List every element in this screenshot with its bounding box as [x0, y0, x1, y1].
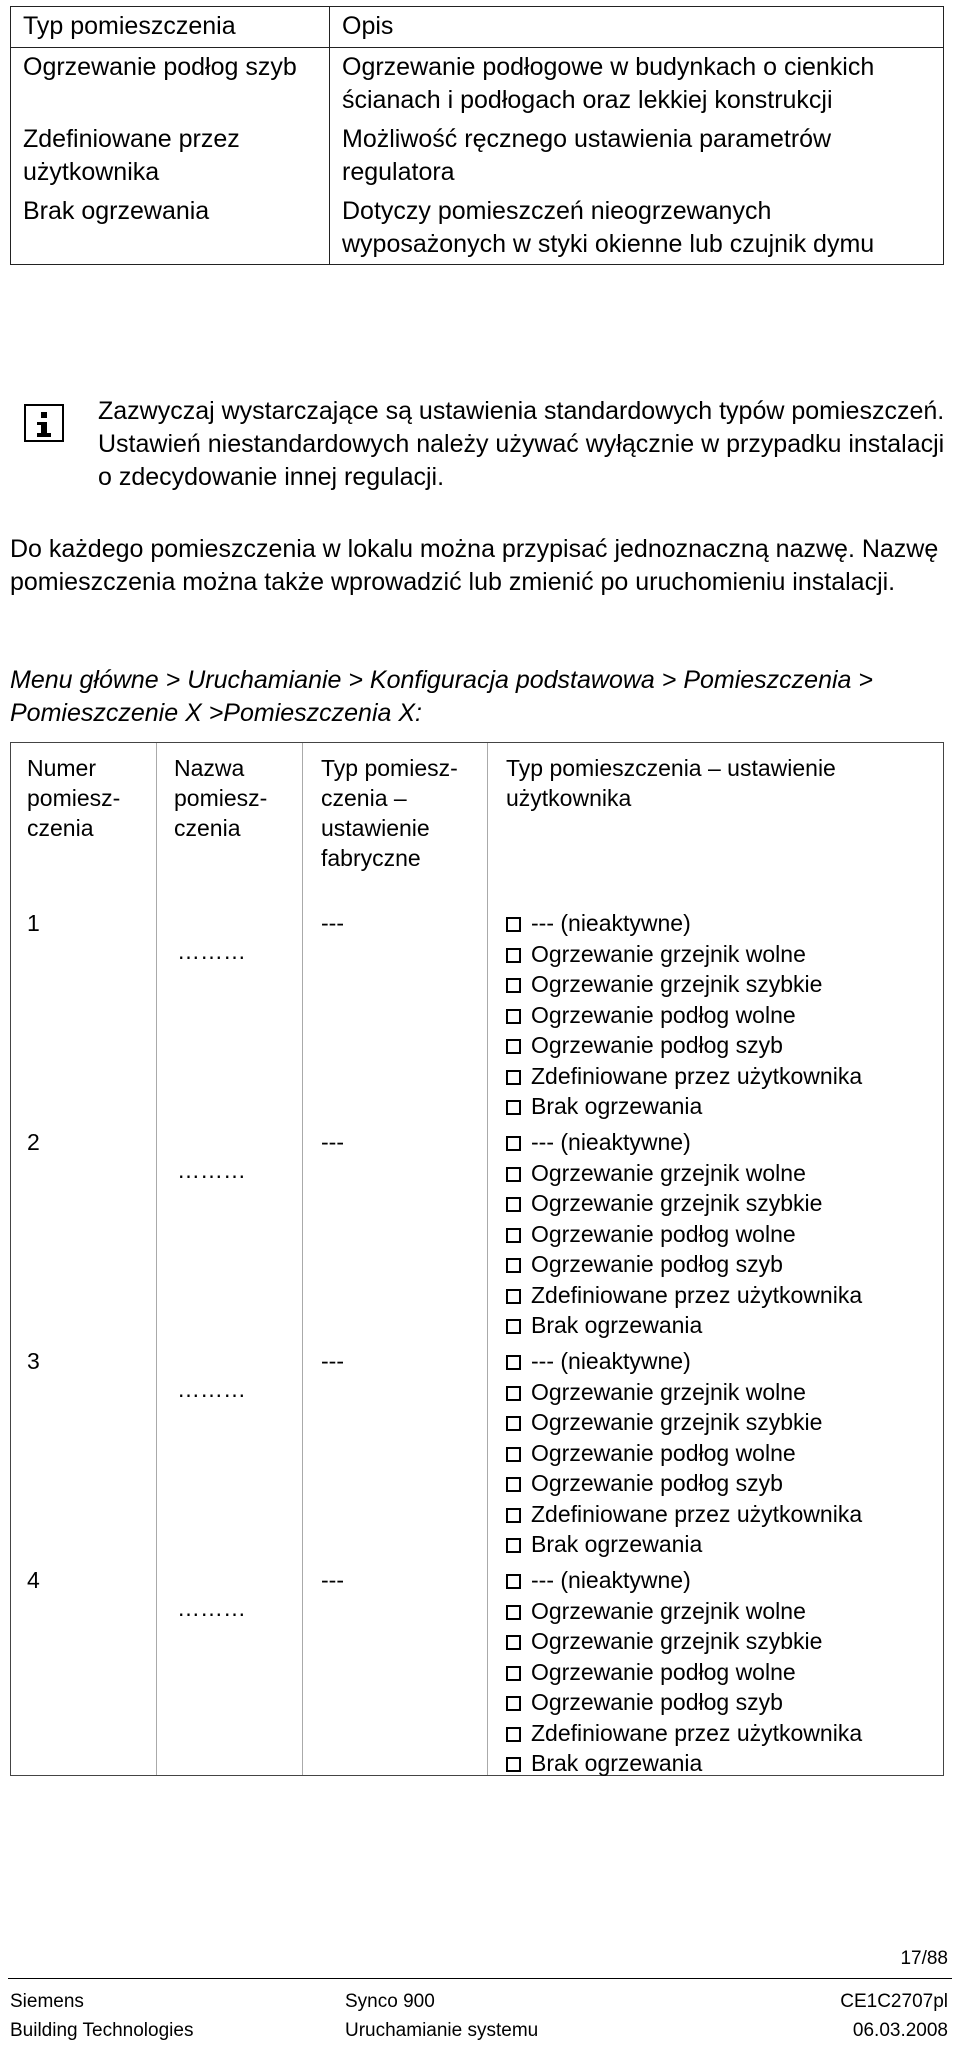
checkbox-icon[interactable] [506, 917, 521, 932]
room-type-option[interactable] [506, 1687, 862, 1718]
room-number: 2 [27, 1129, 40, 1155]
room-type-option[interactable] [506, 1280, 862, 1311]
room-type-options [506, 908, 862, 1122]
checkbox-icon[interactable] [506, 1727, 521, 1742]
room-type-option[interactable] [506, 969, 862, 1000]
room-type-options [506, 1565, 862, 1779]
column-divider [487, 743, 488, 1775]
checkbox-icon[interactable] [506, 1605, 521, 1620]
room-type-name: Ogrzewanie podłog szyb [11, 48, 330, 121]
checkbox-icon[interactable] [506, 1666, 521, 1681]
footer-product: Synco 900 [345, 1991, 435, 2012]
room-type-option-label: Brak ogrzewania [531, 1093, 703, 1119]
checkbox-icon[interactable] [506, 1009, 521, 1024]
room-type-option[interactable] [506, 1377, 862, 1408]
room-type-option-label: Ogrzewanie podłog szyb [531, 1689, 783, 1715]
factory-room-type: --- [321, 910, 344, 936]
room-type-option-label: Ogrzewanie podłog wolne [531, 1001, 796, 1028]
room-name-field[interactable]: ……… [177, 1376, 246, 1402]
room-number: 4 [27, 1567, 40, 1593]
room-type-option-label: Ogrzewanie grzejnik szybkie [531, 1190, 823, 1216]
checkbox-icon[interactable] [506, 1757, 521, 1772]
checkbox-icon[interactable] [506, 1289, 521, 1304]
room-type-option-label: Zdefiniowane przez użytkownika [531, 1062, 863, 1089]
room-type-option-label: Zdefiniowane przez użytkownika [531, 1719, 863, 1746]
header-factory-type: Typ pomiesz-czenia – ustawienie fabryczne [321, 755, 458, 871]
room-type-option-label: Ogrzewanie podłog wolne [531, 1220, 796, 1247]
rooms-table [10, 742, 944, 1776]
room-type-option-label: Ogrzewanie podłog szyb [531, 1470, 783, 1496]
room-type-description: Dotyczy pomieszczeń nieogrzewanych wyposażonych w styki okienne lub czujnik dymu [330, 192, 944, 265]
room-type-option-label: Ogrzewanie grzejnik wolne [531, 1159, 806, 1186]
checkbox-icon[interactable] [506, 1355, 521, 1370]
room-type-option[interactable] [506, 1127, 862, 1158]
room-type-option-label: Brak ogrzewania [531, 1750, 703, 1776]
room-type-option-label: Brak ogrzewania [531, 1312, 703, 1338]
checkbox-icon[interactable] [506, 1538, 521, 1553]
checkbox-icon[interactable] [506, 1635, 521, 1650]
room-type-option-label: Ogrzewanie grzejnik szybkie [531, 971, 823, 997]
room-type-option[interactable] [506, 1468, 862, 1499]
room-type-option[interactable] [506, 1091, 862, 1122]
room-type-option-label: Ogrzewanie podłog wolne [531, 1439, 796, 1466]
header-user-type: Typ pomieszczenia – ustawienie użytkownika [506, 755, 836, 811]
menu-path: Menu główne > Uruchamianie > Konfiguracja podstawowa > Pomieszczenia > Pomieszczenie X >Pomieszczenia X: [10, 666, 873, 727]
checkbox-icon[interactable] [506, 1447, 521, 1462]
room-type-option-label: Zdefiniowane przez użytkownika [531, 1281, 863, 1308]
header-room-type: Typ pomieszczenia [11, 7, 330, 48]
factory-room-type: --- [321, 1348, 344, 1374]
room-type-option[interactable] [506, 1000, 862, 1031]
room-type-option[interactable] [506, 1158, 862, 1189]
checkbox-icon[interactable] [506, 1039, 521, 1054]
footer-doc-title: Uruchamianie systemu [345, 2020, 539, 2041]
room-type-options [506, 1127, 862, 1341]
room-type-option[interactable] [506, 1407, 862, 1438]
checkbox-icon[interactable] [506, 1477, 521, 1492]
checkbox-icon[interactable] [506, 1167, 521, 1182]
room-type-option-label: Ogrzewanie grzejnik szybkie [531, 1409, 823, 1435]
room-type-description: Ogrzewanie podłogowe w budynkach o cienkich ścianach i podłogach oraz lekkiej konstrukcji [330, 48, 944, 121]
checkbox-icon[interactable] [506, 1416, 521, 1431]
room-type-option[interactable] [506, 1565, 862, 1596]
checkbox-icon[interactable] [506, 978, 521, 993]
column-divider [302, 743, 303, 1775]
room-type-option[interactable] [506, 1188, 862, 1219]
checkbox-icon[interactable] [506, 1574, 521, 1589]
room-type-option-label: --- (nieaktywne) [531, 1129, 691, 1155]
footer-date: 06.03.2008 [852, 2020, 948, 2041]
room-name-field[interactable]: ……… [177, 938, 246, 964]
room-type-option[interactable] [506, 1438, 862, 1469]
room-type-option[interactable] [506, 939, 862, 970]
room-name-field[interactable]: ……… [177, 1157, 246, 1183]
room-type-option[interactable] [506, 1748, 862, 1779]
checkbox-icon[interactable] [506, 1228, 521, 1243]
checkbox-icon[interactable] [506, 948, 521, 963]
checkbox-icon[interactable] [506, 1696, 521, 1711]
header-room-name: Nazwa pomiesz-czenia [174, 755, 268, 841]
header-room-number: Numer pomiesz-czenia [27, 755, 121, 841]
note-text: Zazwyczaj wystarczające są ustawienia standardowych typów pomieszczeń. Ustawień niestandardowych należy używać wyłącznie w przypadku instalacji o zdecydowanie innej regulacji. [98, 397, 945, 491]
room-type-option[interactable] [506, 1030, 862, 1061]
page-number: 17/88 [900, 1948, 948, 1969]
room-number: 1 [27, 910, 40, 936]
room-type-option-label: Zdefiniowane przez użytkownika [531, 1500, 863, 1527]
room-type-option[interactable] [506, 1657, 862, 1688]
room-type-option[interactable] [506, 1310, 862, 1341]
room-type-option[interactable] [506, 1596, 862, 1627]
info-icon [24, 404, 64, 442]
footer-divider [8, 1978, 952, 1979]
room-name-field[interactable]: ……… [177, 1595, 246, 1621]
room-type-option[interactable] [506, 1249, 862, 1280]
checkbox-icon[interactable] [506, 1508, 521, 1523]
room-type-option-label: Ogrzewanie grzejnik wolne [531, 1597, 806, 1624]
footer-doc-id: CE1C2707pl [840, 1991, 948, 2012]
room-type-option[interactable] [506, 908, 862, 939]
footer-company: Siemens [10, 1991, 84, 2012]
room-type-option-label: --- (nieaktywne) [531, 1348, 691, 1374]
header-description: Opis [330, 7, 944, 48]
room-name-paragraph: Do każdego pomieszczenia w lokalu można przypisać jednoznaczną nazwę. Nazwę pomieszczenia można także wprowadzić lub zmienić po uruchomieniu instalacji. [10, 535, 939, 596]
checkbox-icon[interactable] [506, 1197, 521, 1212]
room-type-option-label: Ogrzewanie podłog wolne [531, 1658, 796, 1685]
room-type-name: Zdefiniowane przez użytkownika [11, 120, 330, 192]
room-type-option-label: Ogrzewanie grzejnik wolne [531, 1378, 806, 1405]
checkbox-icon[interactable] [506, 1070, 521, 1085]
room-type-option-label: Ogrzewanie grzejnik szybkie [531, 1628, 823, 1654]
factory-room-type: --- [321, 1567, 344, 1593]
factory-room-type: --- [321, 1129, 344, 1155]
checkbox-icon[interactable] [506, 1319, 521, 1334]
room-number: 3 [27, 1348, 40, 1374]
room-type-option-label: Brak ogrzewania [531, 1531, 703, 1557]
column-divider [156, 743, 157, 1775]
room-type-option[interactable] [506, 1718, 862, 1749]
room-type-option[interactable] [506, 1061, 862, 1092]
room-type-option-label: --- (nieaktywne) [531, 910, 691, 936]
room-type-option[interactable] [506, 1219, 862, 1250]
room-type-name: Brak ogrzewania [11, 192, 330, 265]
checkbox-icon[interactable] [506, 1258, 521, 1273]
room-type-option[interactable] [506, 1626, 862, 1657]
room-type-option[interactable] [506, 1529, 862, 1560]
room-type-option-label: Ogrzewanie grzejnik wolne [531, 940, 806, 967]
checkbox-icon[interactable] [506, 1100, 521, 1115]
room-type-option[interactable] [506, 1346, 862, 1377]
room-type-description: Możliwość ręcznego ustawienia parametrów regulatora [330, 120, 944, 192]
checkbox-icon[interactable] [506, 1386, 521, 1401]
room-type-options [506, 1346, 862, 1560]
room-type-option[interactable] [506, 1499, 862, 1530]
room-type-option-label: Ogrzewanie podłog szyb [531, 1251, 783, 1277]
footer-division: Building Technologies [10, 2020, 194, 2041]
room-types-table [10, 6, 944, 265]
checkbox-icon[interactable] [506, 1136, 521, 1151]
room-type-option-label: Ogrzewanie podłog szyb [531, 1032, 783, 1058]
room-type-option-label: --- (nieaktywne) [531, 1567, 691, 1593]
